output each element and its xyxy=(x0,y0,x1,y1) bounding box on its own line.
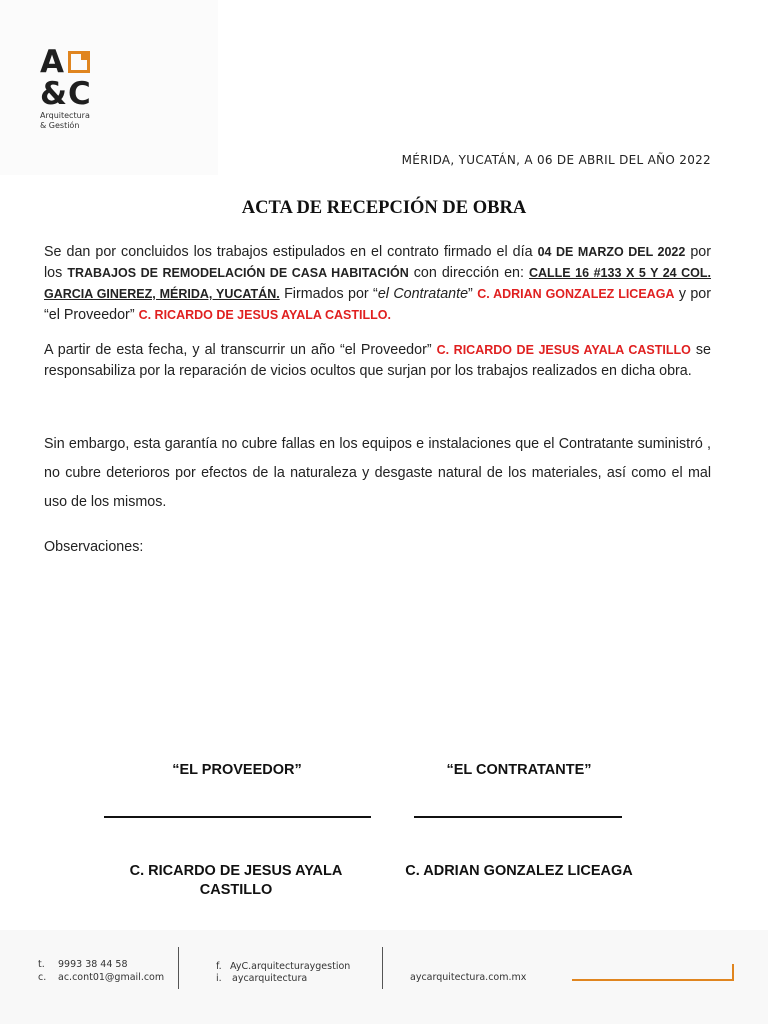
proveedor-signature-label: “EL PROVEEDOR” xyxy=(172,762,302,778)
contract-date: 04 DE MARZO DEL 2022 xyxy=(537,245,686,259)
footer-email[interactable]: c. ac.cont01@gmail.com xyxy=(38,972,165,983)
work-description: TRABAJOS DE REMODELACIÓN DE CASA HABITACIÓN xyxy=(67,266,409,280)
footer-divider-1 xyxy=(178,947,179,989)
footer-divider-2 xyxy=(382,947,383,989)
logo-letters-c: &C xyxy=(40,76,92,112)
footer-facebook[interactable]: f. AyC.arquitecturaygestion xyxy=(216,961,351,972)
proveedor-name-warranty: C. RICARDO DE JESUS AYALA CASTILLO xyxy=(436,343,691,357)
footer-accent-line xyxy=(572,979,734,981)
logo-square-icon xyxy=(68,51,90,73)
contratante-signature-line xyxy=(414,816,622,818)
paragraph-warranty: A partir de esta fecha, y al transcurrir un año “el Proveedor” C. RICARDO DE JESUS AYALA CASTILLO se responsabiliza por la reparación de vicios ocultos que surjan por los trabajos realizados en dicha obra. xyxy=(44,342,711,379)
paragraph-exclusions: Sin embargo, esta garantía no cubre fallas en los equipos e instalaciones que el Contratante suministró , no cubre deterioros por efectos de la naturaleza y desgaste natural de los materiales, así como el mal uso de los mismos. xyxy=(44,436,711,510)
contratante-name-inline: C. ADRIAN GONZALEZ LICEAGA xyxy=(477,287,675,301)
logo-letter-a: A xyxy=(40,44,65,80)
footer-instagram[interactable]: i. aycarquitectura xyxy=(216,973,308,984)
proveedor-signature-name: C. RICARDO DE JESUS AYALA CASTILLO xyxy=(129,863,343,898)
footer-website[interactable]: aycarquitectura.com.mx xyxy=(410,972,527,983)
footer-accent-tick xyxy=(732,964,734,981)
document-date: MÉRIDA, YUCATÁN, A 06 DE ABRIL DEL AÑO 2022 xyxy=(401,153,711,167)
contratante-signature-label: “EL CONTRATANTE” xyxy=(446,762,592,778)
work-address: CALLE 16 #133 X 5 Y 24 COL. GARCIA GINEREZ, MÉRIDA, YUCATÁN. xyxy=(44,266,712,301)
footer-phone: t. 9993 38 44 58 xyxy=(38,959,128,970)
paragraph-conclusion: Se dan por concluidos los trabajos estipulados en el contrato firmado el día 04 DE MARZO DEL 2022 por los TRABAJOS DE REMODELACIÓN DE CASA HABITACIÓN con dirección en: CALLE 16 #133 X 5 Y 24 COL. GARCIA GINEREZ, MÉRIDA, YUCATÁN. Firmados por “el Contratante” C. ADRIAN GONZALEZ LICEAGA y por “el Proveedor” C. RICARDO DE JESUS AYALA CASTILLO. xyxy=(44,244,712,323)
document-title: ACTA DE RECEPCIÓN DE OBRA xyxy=(241,198,527,218)
company-logo xyxy=(40,46,92,130)
proveedor-signature-line xyxy=(104,816,371,818)
contratante-signature-name: C. ADRIAN GONZALEZ LICEAGA xyxy=(405,863,633,879)
header-logo-area xyxy=(0,0,218,175)
observations-label: Observaciones: xyxy=(44,539,144,555)
logo-subtitle-1: Arquitectura xyxy=(40,111,90,120)
proveedor-name-inline: C. RICARDO DE JESUS AYALA CASTILLO. xyxy=(138,308,391,322)
logo-subtitle-2: & Gestión xyxy=(40,121,80,130)
